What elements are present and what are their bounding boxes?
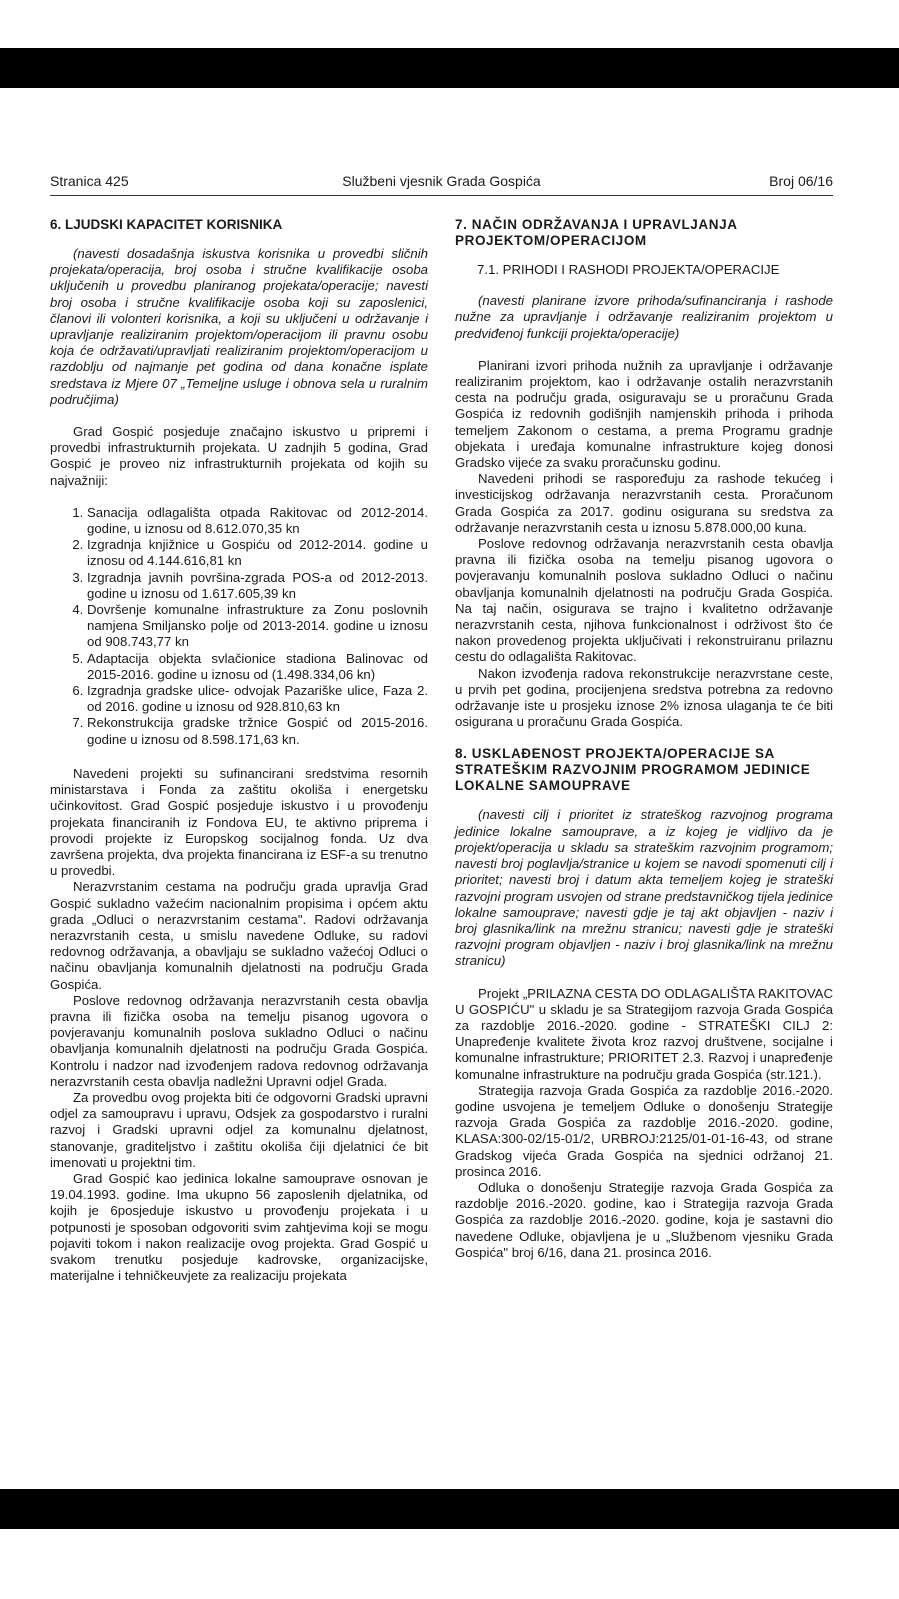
page-header — [50, 173, 833, 193]
header-rule — [50, 195, 833, 196]
publication-title: Službeni vjesnik Grada Gospića — [342, 173, 541, 189]
left-column — [50, 217, 428, 1284]
body-paragraph: Navedeni projekti su sufinancirani sredstvima resornih ministarstava i Fonda za zaštitu okoliša i energetsku učinkovitost. Grad Gospić posjeduje iskustvo i u provođenju projekata financiranih iz Fondova EU, te aktivno priprema i provodi projekte iz Europskog socijalnog fonda. Uz dva završena projekta, dva projekta financirana iz ESF-a su trenutno u provedbi. — [50, 765, 428, 879]
section-8-heading: 8. USKLAĐENOST PROJEKTA/OPERACIJE SA STRATEŠKIM RAZVOJNIM PROGRAMOM JEDINICE LOKALNE SAMOUPRAVE — [455, 746, 811, 794]
body-paragraph: Planirani izvori prihoda nužnih za upravljanje i održavanje realiziranim projektom, kao i održavanje ostalih nerazvrstanih cesta na području grada, osiguravaju se u proračunu Grada Gospića iz redovnih godišnjih namjenskih prihoda i prihoda temeljem Zakonom o cestama, a prema Programu gradnje objekata i uređaja komunalne infrastrukture kojeg donosi Gradsko vijeće za svaku proračunsku godinu. — [455, 357, 833, 471]
list-item: 6. Izgradnja gradske ulice- odvojak Pazariške ulice, Faza 2. od 2016. godine u iznosu od 928.810,63 kn — [87, 683, 428, 715]
section-7-1-instruction: (navesti planirane izvore prihoda/sufinanciranja i rashode nužne za upravljanje i održavanje realiziranim projektom u predviđenoj funkciji projekta/operacije) — [455, 293, 833, 341]
right-column — [455, 217, 833, 1261]
section-7-1-heading: 7.1. PRIHODI I RASHODI PROJEKTA/OPERACIJE — [477, 262, 780, 277]
list-item: 2. Izgradnja knjižnice u Gospiću od 2012-2014. godine u iznosu od 4.144.616,81 kn — [87, 537, 428, 569]
projects-list — [50, 505, 428, 748]
section-6-heading: 6. LJUDSKI KAPACITET KORISNIKA — [50, 217, 283, 232]
body-paragraph: Za provedbu ovog projekta biti će odgovorni Gradski upravni odjel za samoupravu i upravu, Odsjek za gospodarstvo i ruralni razvoj i Gradski upravni odjel za komunalnu djelatnost, stanovanje, graditeljstvo i zaštitu okoliša čiji djelatnici će bit imenovati u projektni tim. — [50, 1089, 428, 1170]
body-paragraph: Projekt „PRILAZNA CESTA DO ODLAGALIŠTA RAKITOVAC U GOSPIĆU" u skladu je sa Strategijom razvoja Grada Gospića za razdoblje 2016.-2020. godine - STRATEŠKI CILJ 2: Unapređenje kvalitete života kroz razvoj društvene, socijalne i komunalne infrastrukture; PRIORITET 2.3. Razvoj i unapređenje komunalne infrastrukture na području grada Gospića (str.121.). — [455, 985, 833, 1082]
body-paragraph: Poslove redovnog održavanja nerazvrstanih cesta obavlja pravna ili fizička osoba na temelju pisanog ugovora o povjeravanju komunalnih poslova sukladno Odluci o načinu obavljanja komunalnih djelatnosti na području Grada Gospića. Kontrolu i nadzor nad izvođenjem radova redovnog održavanja nerazvrstanih cesta obavlja nadležni Upravni odjel Grada. — [50, 992, 428, 1089]
body-paragraph: Navedeni prihodi se raspoređuju za rashode tekućeg i investicijskog održavanja nerazvrstanih cesta. Proračunom Grada Gospića za 2017. godinu osigurana su sredstva za održavanje nerazvrstanih cesta u iznosu 5.878.000,00 kuna. — [455, 471, 833, 535]
list-item: 3. Izgradnja javnih površina-zgrada POS-a od 2012-2013. godine u iznosu od 1.617.605,39 kn — [87, 570, 428, 602]
issue-number: Broj 06/16 — [769, 173, 833, 189]
body-paragraph: Odluka o donošenju Strategije razvoja Grada Gospića za razdoblje 2016.-2020. godine, kao i Strategija razvoja Grada Gospića za razdoblje 2016.-2020. godine, koja je sastavni dio navedene Odluke, objavljena je u „Službenom vjesniku Grada Gospića" broj 6/16, dana 21. prosinca 2016. — [455, 1179, 833, 1260]
body-paragraph: Nakon izvođenja radova rekonstrukcije nerazvrstane ceste, u prvih pet godina, procijenjena sredstva potrebna za redovno održavanje iste u prosjeku iznose 2% iznosa ulaganja te će biti osigurana u proračunu Grada Gospića. — [455, 665, 833, 730]
top-black-bar — [0, 48, 899, 88]
body-paragraph: Grad Gospić kao jedinica lokalne samouprave osnovan je 19.04.1993. godine. Ima ukupno 56 zaposlenih djelatnika, od kojih je 6posjeduje iskustvo u provođenju projekata i u potpunosti je sposoban odgovoriti svim zahtjevima koji se mogu pojaviti tokom i nakon realizacije ovog projekta. Grad Gospić u svakom trenutku posjeduje kadrovske, organizacijske, materijalne i tehničkeuvjete za realizaciju projekata — [50, 1170, 428, 1284]
body-paragraph: Strategija razvoja Grada Gospića za razdoblje 2016.-2020. godine usvojena je temeljem Odluke o donošenju Strategije razvoja Grada Gospića za razdoblje 2016.-2020. godine, KLASA:300-02/15-01/2, URBROJ:2125/01-01-16-43, od strane Gradskog vijeća Grada Gospića na sjednici održanoj 21. prosinca 2016. — [455, 1082, 833, 1179]
list-item: 4. Dovršenje komunalne infrastrukture za Zonu poslovnih namjena Smiljansko polje od 2013-2014. godine u iznosu od 908.743,77 kn — [87, 602, 428, 651]
body-paragraph: Nerazvrstanim cestama na području grada upravlja Grad Gospić sukladno važećim nacionalnim propisima i općem aktu grada „Odluci o nerazvrstanim cestama". Radovi održavanja nerazvrstanih cesta, u smislu navedene Odluke, su radovi redovnog održavanja, a obavljaju se sukladno važećoj Odluci o načinu obavljanja komunalnih djelatnosti na području Grada Gospića. — [50, 879, 428, 992]
list-item: 1. Sanacija odlagališta otpada Rakitovac od 2012-2014. godine, u iznosu od 8.612.070,35 kn — [87, 505, 428, 537]
page-number: Stranica 425 — [50, 173, 129, 189]
section-7-heading: 7. NAČIN ODRŽAVANJA I UPRAVLJANJA PROJEKTOM/OPERACIJOM — [455, 217, 738, 248]
bottom-black-bar — [0, 1489, 899, 1529]
body-paragraph: Poslove redovnog održavanja nerazvrstanih cesta obavlja pravna ili fizička osoba na temelju pisanog ugovora o povjeravanju komunalnih poslova sukladno Odluci o načinu obavljanja komunalnih djelatnosti na području Grada Gospića. Na taj način, osigurava se trajno i kvalitetno održavanje nerazvrstanih cesta, njihova funkcionalnost i održivost što će nakon provedenog projekta uključivati i rekonstruiranu prilaznu cestu do odlagališta Rakitovac. — [455, 536, 833, 665]
section-8-instruction: (navesti cilj i prioritet iz strateškog razvojnog programa jedinice lokalne samouprave, a iz kojeg je vidljivo da je projekt/operacija u skladu sa strateškim razvojnim programom; navesti broj poglavlja/stranice u kojem se navodi spomenuti cilj i prioritet; navesti broj i datum akta temeljem kojeg je strateški razvojni program usvojen od strane predstavničkog tijela jedinice lokalne samouprave; navesti gdje je taj akt objavljen - naziv i broj glasnika/link na mrežnu stranicu; navesti gdje je strateški razvojni program objavljen - naziv i broj glasnika/link na mrežnu stranicu) — [455, 807, 833, 969]
document-page — [50, 173, 833, 1284]
list-item: 5. Adaptacija objekta svlačionice stadiona Balinovac od 2015-2016. godine u iznosu od (1.498.334,06 kn) — [87, 651, 428, 683]
list-item: 7. Rekonstrukcija gradske tržnice Gospić od 2015-2016. godine u iznosu od 8.598.171,63 kn. — [87, 715, 428, 747]
section-6-instruction: (navesti dosadašnja iskustva korisnika u provedbi sličnih projekata/operacija, broj osoba i stručne kvalifikacije osoba uključenih u provedbu planiranog projekata/operacije; navesti broj osoba i stručne kvalifikacije osoba koji su zaposlenici, članovi ili volonteri korisnika, a koji su uključeni u održavanje i upravljanje realiziranim projektom/operacijom ili pravnu osobu koja će održavati/upravljati realiziranim projektom/operacijom u razdoblju od najmanje pet godina od dana konačne isplate sredstava iz Mjere 07 „Temeljne usluge i obnova sela u ruralnim područjima) — [50, 246, 428, 407]
intro-paragraph: Grad Gospić posjeduje značajno iskustvo u pripremi i provedbi infrastrukturnih projekata. U zadnjih 5 godina, Grad Gospić je proveo niz infrastrukturnih projekata od kojih su najvažniji: — [50, 424, 428, 488]
